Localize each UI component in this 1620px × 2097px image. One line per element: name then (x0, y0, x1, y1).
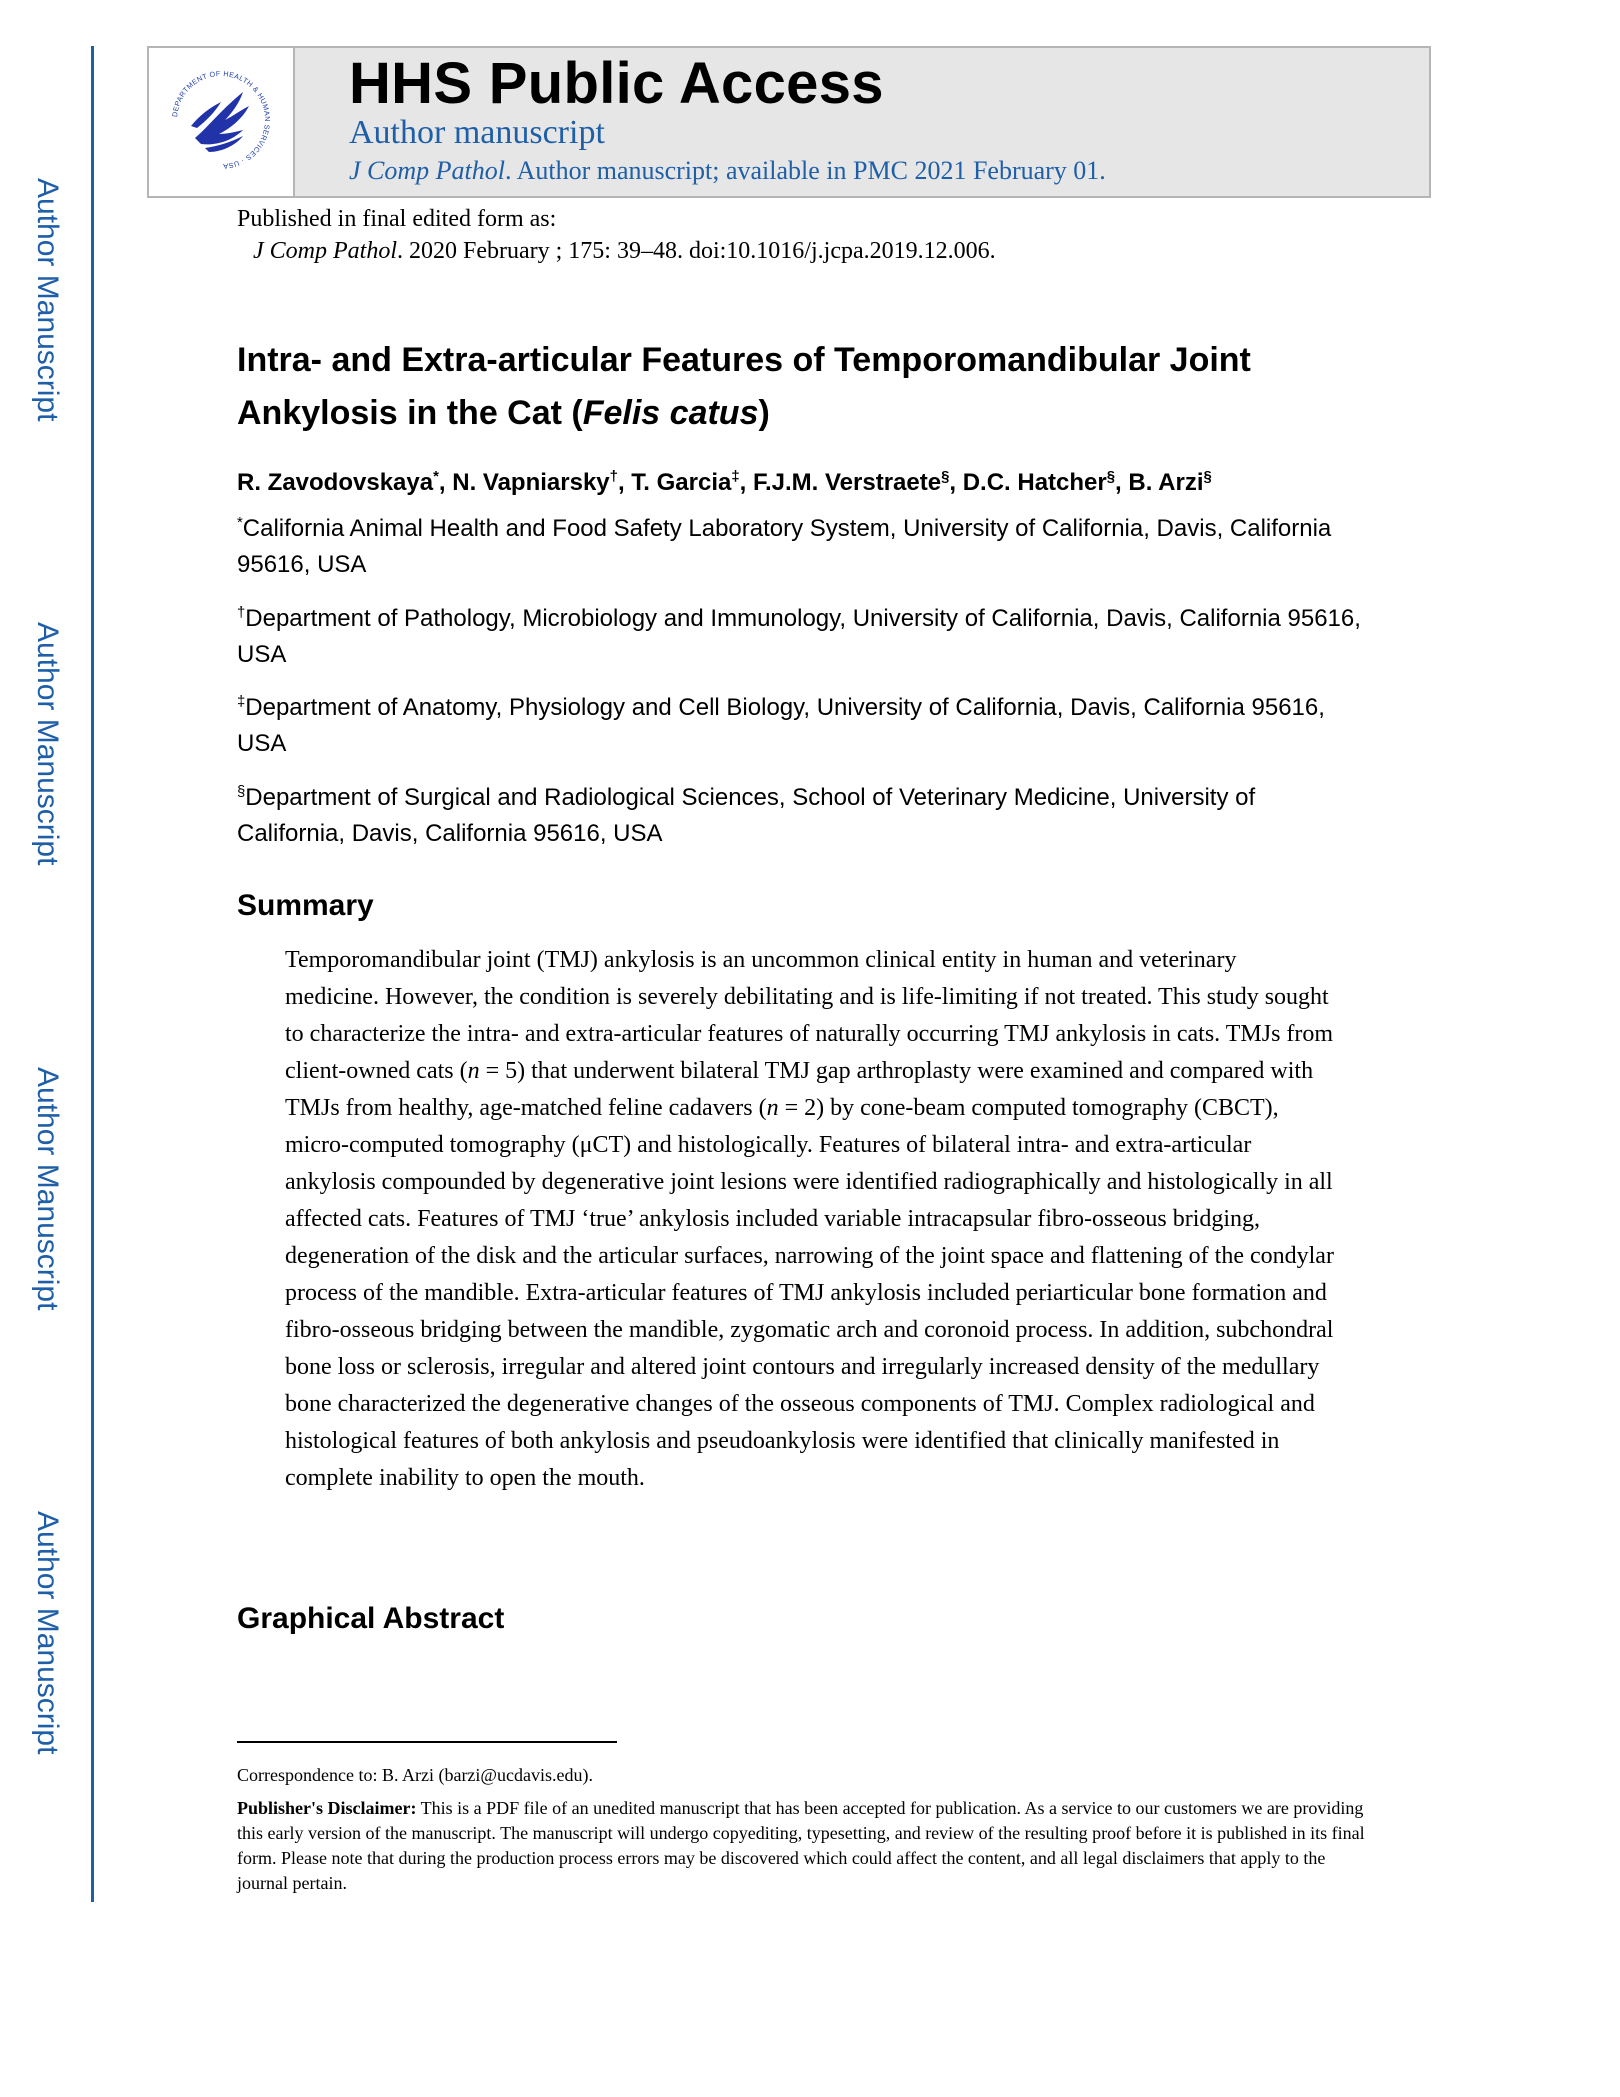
species-name: Felis catus (582, 394, 759, 432)
author: T. Garcia (631, 469, 732, 496)
author-mark: § (1203, 469, 1212, 485)
disclaimer-text: This is a PDF file of an unedited manuscript that has been accepted for publication. As a service to our customers we are providing this early version of the manuscript. The manuscript will undergo copyediting, typesetting, and review of the resulting proof before it is published in its final form. Please note that during the production process errors may be discovered which could affect the content, and all legal disclaimers that apply to the journal pertain. (237, 1798, 1365, 1893)
author: D.C. Hatcher (962, 469, 1107, 496)
footnote-divider (237, 1741, 617, 1743)
header-journal-line (349, 156, 1106, 186)
sidebar-rule (91, 46, 94, 1902)
correspondence-note: Correspondence to: B. Arzi (barzi@ucdavis.edu). (237, 1765, 593, 1785)
author: F.J.M. Verstraete (752, 469, 942, 496)
author-mark: ‡ (731, 469, 740, 485)
header-subtitle: Author manuscript (349, 114, 605, 151)
author-mark: § (1106, 469, 1116, 485)
publisher-disclaimer (237, 1796, 1367, 1896)
logo-box (149, 48, 295, 196)
header-availability: . Author manuscript; available in PMC 2021 February 01. (505, 156, 1106, 185)
published-in-label: Published in final edited form as: (237, 206, 557, 232)
author-mark: * (433, 469, 439, 485)
affiliation: *California Animal Health and Food Safety Laboratory System, University of California, Davis, California 95616, USA (237, 515, 1332, 578)
author-mark: † (609, 469, 618, 485)
header-journal-name: J Comp Pathol (349, 156, 505, 185)
graphical-abstract-heading: Graphical Abstract (237, 1602, 505, 1635)
svg-text:DEPARTMENT OF HEALTH & HUMAN S: DEPARTMENT OF HEALTH & HUMAN SERVICES · USA (170, 68, 273, 172)
author: R. Zavodovskaya (237, 469, 434, 496)
hhs-header (147, 46, 1431, 198)
author: N. Vapniarsky (452, 469, 610, 496)
citation-journal: J Comp Pathol (253, 238, 397, 264)
affiliation: §Department of Surgical and Radiological Sciences, School of Veterinary Medicine, University of California, Davis, California 95616, USA (237, 784, 1256, 847)
header-title: HHS Public Access (349, 51, 884, 116)
citation-details: . 2020 February ; 175: 39–48. doi:10.1016/j.jcpa.2019.12.006. (397, 238, 996, 264)
author-mark: § (941, 469, 950, 485)
hhs-eagle-seal-icon (165, 64, 277, 176)
summary-body: Temporomandibular joint (TMJ) ankylosis is an uncommon clinical entity in human and veterinary medicine. However, the condition is severely debilitating and is life-limiting if not treated. This study sought to characterize the intra- and extra-articular features of naturally occurring TMJ ankylosis in cats. TMJs from client-owned cats (n = 5) that underwent bilateral TMJ gap arthroplasty were examined and compared with TMJs from healthy, age-matched feline cadavers (n = 2) by cone-beam computed tomography (CBCT), micro-computed tomography (μCT) and histologically. Features of bilateral intra- and extra-articular ankylosis compounded by degenerative joint lesions were identified radiographically and histologically in all affected cats. Features of TMJ ‘true’ ankylosis included variable intracapsular fibro-osseous bridging, degeneration of the disk and the articular surfaces, narrowing of the joint space and flattening of the condylar process of the mandible. Extra-articular features of TMJ ankylosis included periarticular bone formation and fibro-osseous bridging between the mandible, zygomatic arch and coronoid process. In addition, subchondral bone loss or sclerosis, irregular and altered joint contours and irregularly increased density of the medullary bone characterized the degenerative changes of the osseous components of TMJ. Complex radiological and histological features of both ankylosis and pseudoankylosis were identified that clinically manifested in complete inability to open the mouth. (285, 947, 1334, 1491)
author: B. Arzi (1128, 469, 1204, 496)
article-title: Intra- and Extra-articular Features of Temporomandibular Joint Ankylosis in the Cat (Felis catus) (237, 341, 1251, 432)
citation-line (253, 238, 996, 265)
disclaimer-label: Publisher's Disclaimer: (237, 1798, 417, 1818)
author-list: R. Zavodovskaya*, N. Vapniarsky†, T. Garcia‡, F.J.M. Verstraete§, D.C. Hatcher§, B. Arzi§ (237, 469, 1212, 496)
affiliation: ‡Department of Anatomy, Physiology and Cell Biology, University of California, Davis, California 95616, USA (237, 694, 1325, 757)
affiliation: †Department of Pathology, Microbiology and Immunology, University of California, Davis, California 95616, USA (237, 605, 1361, 668)
summary-heading: Summary (237, 889, 374, 922)
